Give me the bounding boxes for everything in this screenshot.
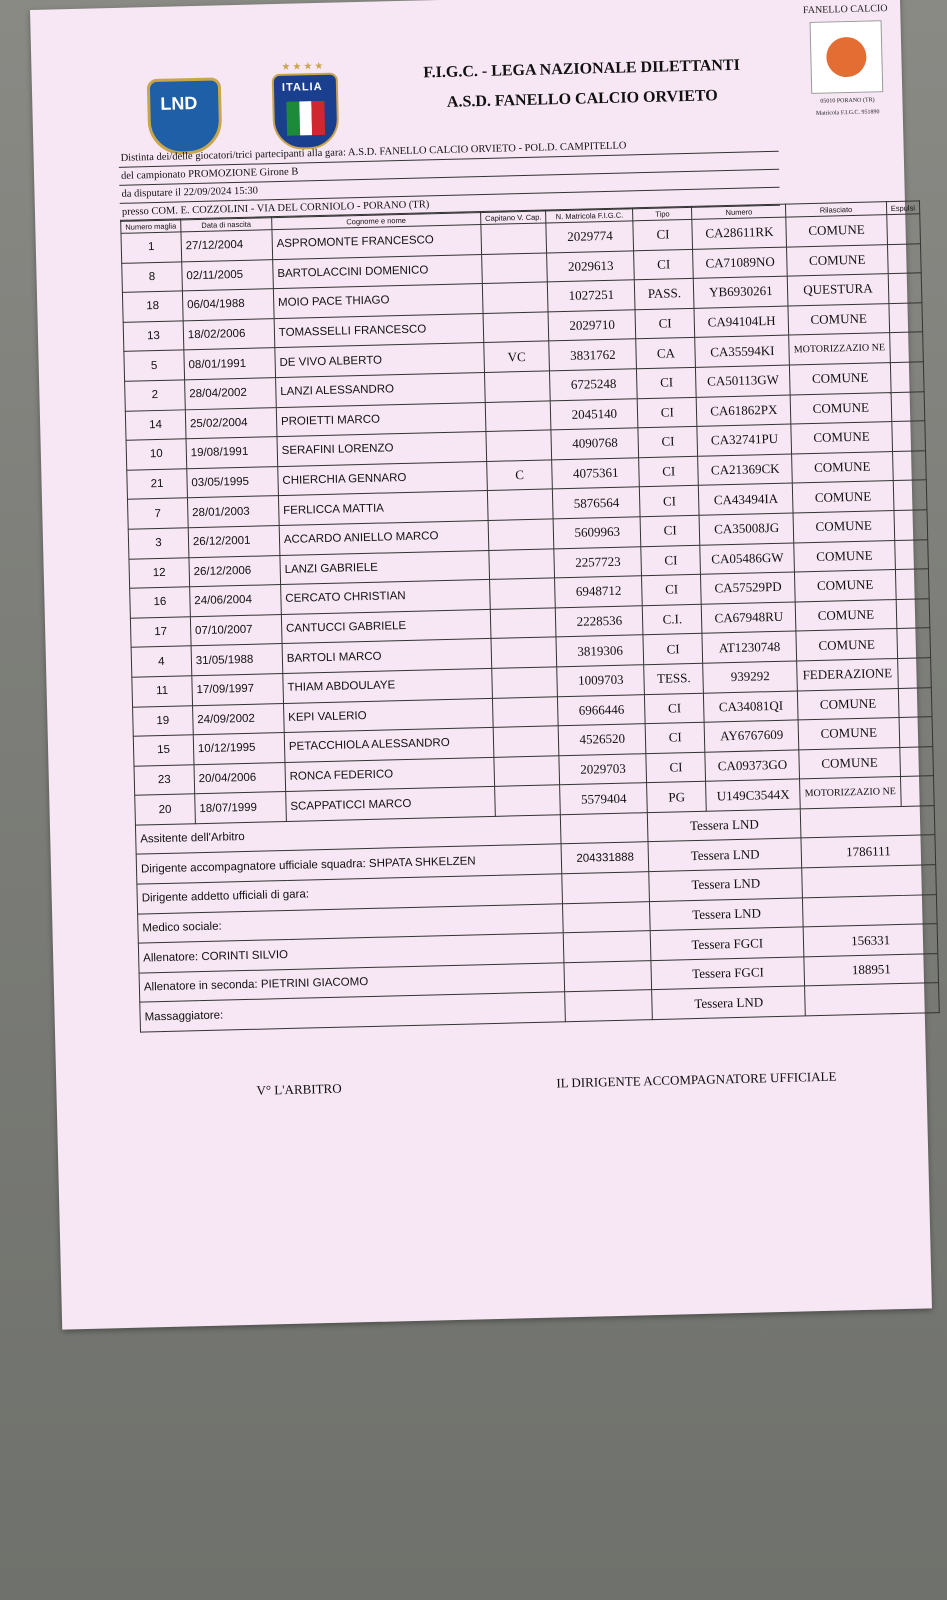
doc-issuer: COMUNE	[790, 363, 891, 395]
staff-tessera: Tessera LND	[652, 986, 806, 1019]
intro-line4: presso COM. E. COZZOLINI - VIA DEL CORNIOLO - PORANO (TR)	[120, 188, 780, 222]
player-dob: 26/12/2006	[189, 555, 281, 587]
staff-matricola	[564, 931, 652, 963]
player-name: THIAM ABDOULAYE	[283, 668, 493, 703]
doc-type: CI	[637, 367, 697, 398]
staff-label: Assitente dell'Arbitro	[135, 815, 561, 855]
player-captain: VC	[484, 341, 550, 372]
player-dob: 02/11/2005	[182, 259, 274, 291]
intro-line2: del campionato PROMOZIONE Girone B	[119, 152, 779, 186]
intro-line1: Distinta dei/delle giocatori/trici partecipanti alla gara: A.S.D. FANELLO CALCIO ORVIETO - POL.D. CAMPITELLO	[118, 134, 778, 168]
referee-signature-label: V° L'ARBITRO	[256, 1080, 342, 1098]
staff-tessera-number	[805, 983, 939, 1016]
doc-number: 939292	[703, 661, 798, 693]
player-name: KEPI VALERIO	[283, 698, 493, 733]
expelled-cell	[892, 451, 926, 481]
doc-issuer: COMUNE	[798, 718, 899, 750]
doc-type: CI	[640, 486, 700, 517]
player-dob: 28/01/2003	[187, 496, 279, 528]
doc-issuer: COMUNE	[787, 244, 888, 276]
player-dob: 24/09/2002	[192, 703, 284, 735]
player-matricola: 2228536	[556, 605, 644, 637]
player-number: 8	[122, 261, 183, 292]
doc-type: CI	[639, 456, 699, 487]
staff-tessera-number	[803, 894, 937, 927]
doc-type: CI	[635, 308, 695, 339]
player-dob: 18/02/2006	[183, 318, 275, 350]
doc-type: PASS.	[635, 279, 695, 310]
staff-matricola: 204331888	[561, 842, 649, 874]
expelled-cell	[898, 687, 932, 717]
document-sheet	[30, 0, 932, 1330]
player-number: 7	[127, 498, 188, 529]
players-table	[120, 200, 940, 1032]
intro-line3: da disputare il 22/09/2024 15:30	[119, 170, 779, 204]
doc-number: YB6930261	[694, 276, 789, 308]
doc-type: CI	[645, 693, 705, 724]
player-captain	[492, 696, 558, 727]
col-matricola: N. Matricola F.I.G.C.	[546, 208, 633, 223]
player-dob: 06/04/1988	[182, 289, 274, 321]
player-number: 4	[131, 646, 192, 677]
player-captain	[489, 578, 555, 609]
player-dob: 08/01/1991	[184, 348, 276, 380]
player-matricola: 5876564	[553, 487, 641, 519]
document-header	[371, 55, 792, 113]
player-name: TOMASSELLI FRANCESCO	[274, 313, 484, 348]
expelled-cell	[899, 717, 933, 747]
staff-tessera: Tessera FGCI	[650, 927, 804, 960]
player-number: 13	[123, 321, 184, 352]
player-name: RONCA FEDERICO	[285, 757, 495, 792]
player-number: 16	[130, 587, 191, 618]
player-matricola: 3831762	[549, 339, 637, 371]
doc-issuer: COMUNE	[795, 570, 896, 602]
player-number: 18	[122, 291, 183, 322]
player-number: 10	[126, 439, 187, 470]
staff-tessera-number	[802, 865, 936, 898]
player-matricola: 2045140	[550, 398, 638, 430]
doc-type: CI	[643, 634, 703, 665]
player-number: 21	[127, 469, 188, 500]
player-dob: 31/05/1988	[191, 644, 283, 676]
player-captain	[485, 400, 551, 431]
player-matricola: 2029710	[548, 310, 636, 342]
doc-issuer: MOTORIZZAZIO NE	[789, 333, 890, 365]
doc-type: CI	[642, 574, 702, 605]
player-dob: 10/12/1995	[193, 733, 285, 765]
player-captain	[481, 223, 547, 254]
player-name: BARTOLI MARCO	[282, 639, 492, 674]
col-rilasciato: Rilasciato	[786, 202, 886, 217]
staff-label: Allenatore in seconda: PIETRINI GIACOMO	[139, 963, 565, 1003]
player-captain	[493, 726, 559, 757]
player-number: 11	[132, 676, 193, 707]
doc-issuer: COMUNE	[798, 688, 899, 720]
expelled-cell	[886, 214, 920, 244]
player-number: 14	[125, 409, 186, 440]
doc-type: CI	[640, 515, 700, 546]
staff-tessera: Tessera FGCI	[651, 957, 805, 990]
expelled-cell	[893, 510, 927, 540]
doc-type: CI	[637, 397, 697, 428]
doc-number: CA21369CK	[698, 454, 793, 486]
doc-number: CA67948RU	[702, 602, 797, 634]
doc-type: CI	[645, 722, 705, 753]
player-name: LANZI GABRIELE	[280, 550, 490, 585]
player-number: 15	[133, 735, 194, 766]
expelled-cell	[889, 332, 923, 362]
doc-issuer: COMUNE	[796, 629, 897, 661]
player-name: ASPROMONTE FRANCESCO	[272, 225, 482, 260]
player-dob: 03/05/1995	[187, 466, 279, 498]
player-matricola: 6948712	[555, 576, 643, 608]
staff-tessera-number: 1786111	[801, 835, 935, 868]
col-nascita: Data di nascita	[181, 217, 272, 232]
player-number: 12	[129, 557, 190, 588]
doc-number: CA28611RK	[692, 217, 787, 249]
expelled-cell	[897, 658, 931, 688]
staff-matricola	[561, 813, 649, 845]
doc-type: TESS.	[644, 663, 704, 694]
doc-issuer: COMUNE	[786, 215, 887, 247]
player-matricola: 2257723	[554, 546, 642, 578]
player-name: MOIO PACE THIAGO	[273, 284, 483, 319]
staff-matricola	[564, 960, 652, 992]
staff-tessera-number: 156331	[803, 924, 937, 957]
col-tipo: Tipo	[633, 206, 692, 220]
doc-number: CA09373GO	[705, 750, 800, 782]
doc-issuer: MOTORIZZAZIO NE	[800, 777, 901, 809]
player-name: SERAFINI LORENZO	[277, 432, 487, 467]
player-dob: 27/12/2004	[181, 230, 273, 262]
expelled-cell	[888, 303, 922, 333]
doc-number: CA71089NO	[693, 247, 788, 279]
doc-issuer: COMUNE	[788, 303, 889, 335]
doc-issuer: COMUNE	[793, 510, 894, 542]
staff-tessera: Tessera LND	[648, 809, 802, 842]
club-stamp	[790, 0, 903, 118]
player-number: 19	[133, 705, 194, 736]
staff-matricola	[563, 901, 651, 933]
staff-matricola	[565, 990, 653, 1022]
player-name: ACCARDO ANIELLO MARCO	[279, 520, 489, 555]
player-name: CHIERCHIA GENNARO	[278, 461, 488, 496]
staff-label: Allenatore: CORINTI SILVIO	[138, 933, 564, 973]
doc-number: CA35594KI	[695, 335, 790, 367]
header-line2: A.S.D. FANELLO CALCIO ORVIETO	[446, 87, 718, 111]
player-dob: 25/02/2004	[185, 407, 277, 439]
player-captain	[491, 637, 557, 668]
expelled-cell	[887, 243, 921, 273]
doc-issuer: COMUNE	[799, 747, 900, 779]
expelled-cell	[890, 362, 924, 392]
player-dob: 26/12/2001	[188, 526, 280, 558]
player-matricola: 1027251	[548, 280, 636, 312]
player-matricola: 6725248	[550, 369, 638, 401]
doc-issuer: COMUNE	[793, 481, 894, 513]
col-espulsi: Espulsi	[886, 201, 920, 215]
doc-number: AT1230748	[702, 631, 797, 663]
player-captain	[482, 282, 548, 313]
doc-number: CA50113GW	[696, 365, 791, 397]
lnd-logo	[147, 77, 223, 155]
player-dob: 24/06/2004	[190, 585, 282, 617]
player-matricola: 4075361	[552, 458, 640, 490]
doc-number: CA57529PD	[701, 572, 796, 604]
player-captain	[490, 608, 556, 639]
player-captain	[489, 548, 555, 579]
col-capitano: Capitano V. Cap.	[480, 210, 546, 225]
player-number: 1	[121, 232, 182, 263]
ball-icon	[826, 37, 867, 78]
expelled-cell	[891, 421, 925, 451]
player-matricola: 4526520	[558, 724, 646, 756]
player-name: PETACCHIOLA ALESSANDRO	[284, 727, 494, 762]
player-number: 17	[130, 616, 191, 647]
doc-number: AY6767609	[704, 720, 799, 752]
player-dob: 18/07/1999	[195, 792, 287, 824]
doc-number: CA05486GW	[700, 543, 795, 575]
col-numero-doc: Numero	[692, 204, 786, 219]
staff-matricola	[562, 872, 650, 904]
club-matricola: Matricola F.I.G.C. 951890	[815, 109, 880, 117]
italia-logo	[272, 60, 340, 151]
staff-tessera: Tessera LND	[650, 898, 804, 931]
doc-number: U149C3544X	[706, 779, 801, 811]
doc-number: CA43494IA	[699, 483, 794, 515]
doc-number: CA35008JG	[699, 513, 794, 545]
expelled-cell	[900, 776, 934, 806]
expelled-cell	[896, 598, 930, 628]
player-dob: 07/10/2007	[190, 614, 282, 646]
expelled-cell	[896, 628, 930, 658]
expelled-cell	[899, 746, 933, 776]
player-matricola: 2029613	[547, 250, 635, 282]
staff-label: Dirigente accompagnatore ufficiale squadra: SHPATA SHKELZEN	[136, 844, 562, 884]
doc-number: CA94104LH	[694, 306, 789, 338]
player-name: CERCATO CHRISTIAN	[280, 580, 490, 615]
doc-type: CI	[646, 752, 706, 783]
italia-logo-text: ITALIA	[281, 80, 323, 94]
player-matricola: 1009703	[557, 665, 645, 697]
doc-number: CA34081QI	[704, 690, 799, 722]
player-name: LANZI ALESSANDRO	[275, 372, 485, 407]
expelled-cell	[891, 391, 925, 421]
player-dob: 19/08/1991	[186, 437, 278, 469]
doc-type: CI	[634, 249, 694, 280]
doc-issuer: COMUNE	[792, 451, 893, 483]
stars-icon: ★★★★	[281, 60, 326, 73]
staff-tessera: Tessera LND	[648, 838, 802, 871]
player-dob: 20/04/2006	[194, 762, 286, 794]
player-name: FERLICCA MATTIA	[278, 491, 488, 526]
player-matricola: 5609963	[553, 517, 641, 549]
expelled-cell	[895, 569, 929, 599]
player-matricola: 6966446	[558, 694, 646, 726]
player-dob: 17/09/1997	[192, 673, 284, 705]
player-dob: 28/04/2002	[184, 378, 276, 410]
player-name: SCAPPATICCI MARCO	[286, 787, 496, 822]
club-name: FANELLO CALCIO	[802, 3, 888, 17]
doc-issuer: COMUNE	[795, 599, 896, 631]
expelled-cell	[888, 273, 922, 303]
doc-issuer: COMUNE	[791, 422, 892, 454]
doc-type: CI	[633, 219, 693, 250]
player-matricola: 3819306	[556, 635, 644, 667]
doc-type: CI	[641, 545, 701, 576]
player-name: DE VIVO ALBERTO	[275, 343, 485, 378]
doc-number: CA61862PX	[696, 395, 791, 427]
staff-label: Massaggiatore:	[140, 992, 566, 1032]
club-address: 05010 PORANO (TR)	[820, 97, 875, 105]
player-name: CANTUCCI GABRIELE	[281, 609, 491, 644]
club-logo	[810, 20, 884, 94]
player-captain	[492, 667, 558, 698]
player-captain: C	[487, 460, 553, 491]
doc-type: C.I.	[643, 604, 703, 635]
player-captain	[484, 371, 550, 402]
col-numero: Numero maglia	[121, 219, 181, 233]
lnd-logo-text: LND	[160, 92, 198, 114]
expelled-cell	[893, 480, 927, 510]
player-number: 20	[135, 794, 196, 825]
player-captain	[486, 430, 552, 461]
staff-tessera-number	[801, 806, 935, 839]
doc-issuer: QUESTURA	[788, 274, 889, 306]
doc-type: CA	[636, 338, 696, 369]
staff-label: Medico sociale:	[138, 903, 564, 943]
player-number: 23	[134, 764, 195, 795]
player-name: BARTOLACCINI DOMENICO	[273, 254, 483, 289]
player-captain	[494, 755, 560, 786]
player-number: 2	[125, 380, 186, 411]
doc-issuer: COMUNE	[794, 540, 895, 572]
player-captain	[487, 489, 553, 520]
doc-type: CI	[638, 426, 698, 457]
player-matricola: 2029774	[546, 221, 634, 253]
doc-type: PG	[647, 781, 707, 812]
doc-issuer: FEDERAZIONE	[797, 658, 898, 690]
col-nome: Cognome e nome	[271, 212, 480, 230]
staff-tessera: Tessera LND	[649, 868, 803, 901]
header-line1: F.I.G.C. - LEGA NAZIONALE DILETTANTI	[423, 56, 741, 82]
player-number: 5	[124, 350, 185, 381]
expelled-cell	[894, 539, 928, 569]
player-captain	[488, 519, 554, 550]
doc-number: CA32741PU	[697, 424, 792, 456]
doc-issuer: COMUNE	[790, 392, 891, 424]
player-name: PROIETTI MARCO	[276, 402, 486, 437]
tricolore-icon	[286, 101, 325, 136]
player-number: 3	[128, 528, 189, 559]
player-matricola: 4090768	[551, 428, 639, 460]
staff-label: Dirigente addetto ufficiali di gara:	[137, 874, 563, 914]
player-matricola: 2029703	[559, 753, 647, 785]
manager-signature-label: IL DIRIGENTE ACCOMPAGNATORE UFFICIALE	[556, 1068, 837, 1091]
player-matricola: 5579404	[560, 783, 648, 815]
staff-tessera-number: 188951	[804, 953, 938, 986]
player-captain	[494, 785, 560, 816]
player-captain	[481, 253, 547, 284]
player-captain	[483, 312, 549, 343]
